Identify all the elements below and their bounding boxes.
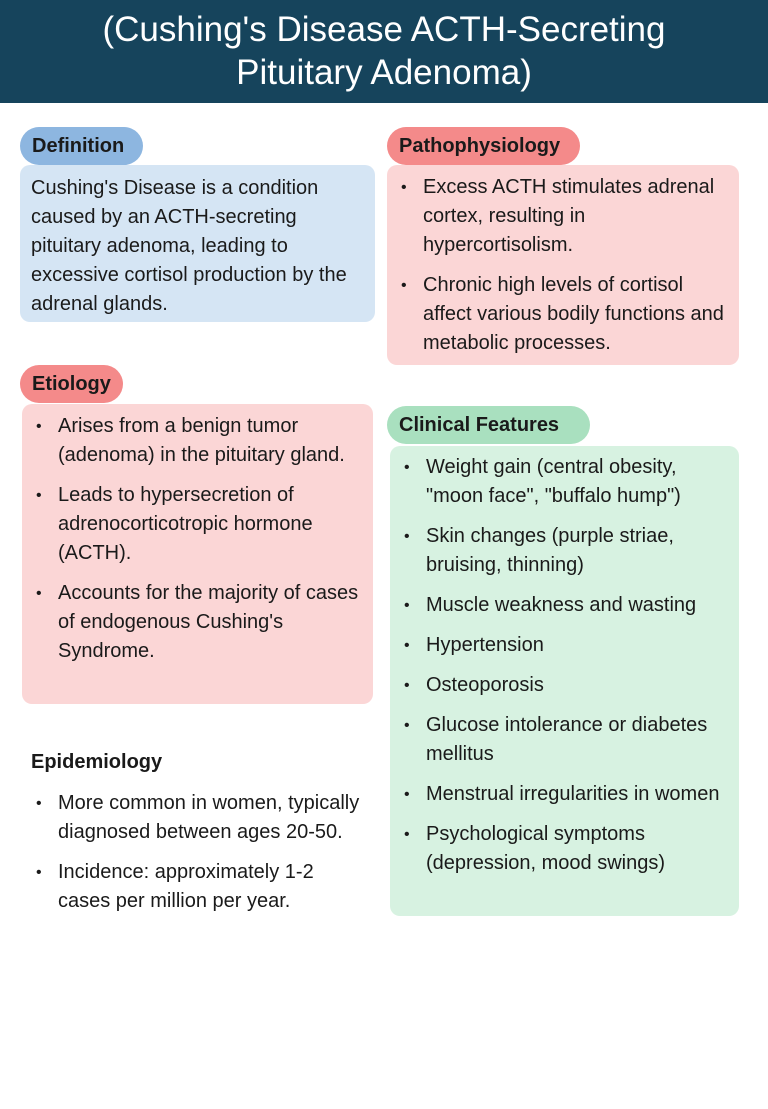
list-item: • Weight gain (central obesity, "moon face", "buffalo hump") — [390, 453, 733, 511]
etiology-list — [22, 404, 373, 666]
list-item: • Arises from a benign tumor (adenoma) in the pituitary gland. — [22, 412, 367, 470]
title-line-2: Pituitary Adenoma) — [236, 53, 532, 92]
list-item: • Chronic high levels of cortisol affect various bodily functions and metabolic processes. — [387, 271, 729, 358]
definition-box — [20, 165, 375, 322]
list-item: • Skin changes (purple striae, bruising, thinning) — [390, 522, 733, 580]
clinical-features-heading: Clinical Features — [387, 406, 590, 444]
list-item: • Incidence: approximately 1-2 cases per million per year. — [22, 858, 366, 916]
epidemiology-list — [22, 789, 372, 916]
list-item: • Glucose intolerance or diabetes mellitus — [390, 711, 733, 769]
epidemiology-section — [22, 789, 372, 927]
pathophysiology-box — [387, 165, 739, 365]
list-item: • More common in women, typically diagnosed between ages 20-50. — [22, 789, 366, 847]
title-banner — [0, 0, 768, 103]
etiology-heading: Etiology — [20, 365, 123, 403]
epidemiology-heading: Epidemiology — [31, 751, 163, 773]
list-item: • Osteoporosis — [390, 671, 733, 700]
list-item: • Menstrual irregularities in women — [390, 780, 733, 809]
title-line-1: (Cushing's Disease ACTH-Secreting — [102, 10, 666, 49]
list-item: • Muscle weakness and wasting — [390, 591, 733, 620]
list-item: • Leads to hypersecretion of adrenocorticotropic hormone (ACTH). — [22, 481, 367, 568]
definition-heading: Definition — [20, 127, 143, 165]
definition-text: Cushing's Disease is a condition caused by an ACTH-secreting pituitary adenoma, leading to excessive cortisol production by the adrenal glands. — [31, 177, 347, 315]
list-item: • Psychological symptoms (depression, mood swings) — [390, 820, 733, 878]
list-item: • Accounts for the majority of cases of endogenous Cushing's Syndrome. — [22, 579, 367, 666]
etiology-box — [22, 404, 373, 704]
list-item: • Hypertension — [390, 631, 733, 660]
list-item: • Excess ACTH stimulates adrenal cortex, resulting in hypercortisolism. — [387, 173, 729, 260]
clinical-features-list — [390, 446, 739, 878]
clinical-features-box — [390, 446, 739, 916]
pathophysiology-heading: Pathophysiology — [387, 127, 580, 165]
pathophysiology-list — [387, 165, 739, 358]
